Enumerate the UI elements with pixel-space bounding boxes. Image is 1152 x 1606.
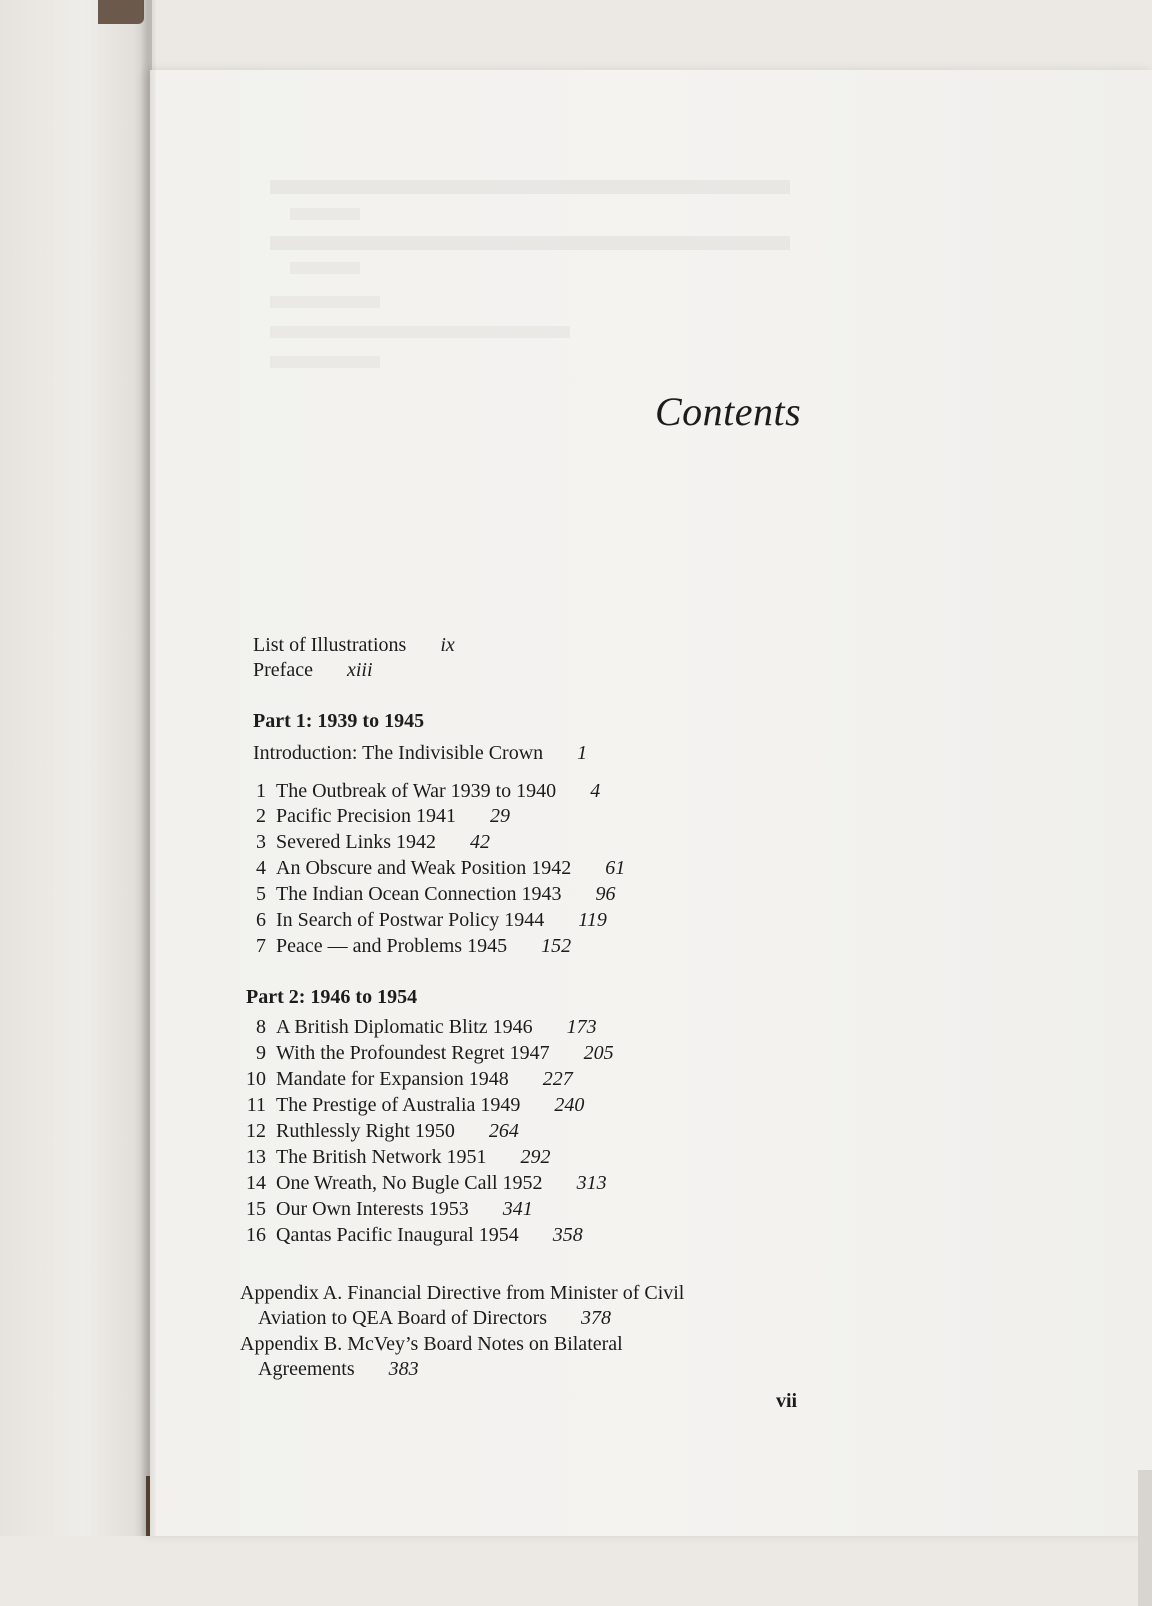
chapter-entry xyxy=(242,1014,597,1040)
entry-label: Peace — and Problems 1945 xyxy=(276,935,508,957)
entry-page: 227 xyxy=(542,1068,573,1090)
part-heading: Part 2: 1946 to 1954 xyxy=(246,986,418,1008)
chapter-number: 9 xyxy=(256,1042,266,1064)
chapter-number: 5 xyxy=(256,883,266,905)
chapter-entry xyxy=(242,778,600,804)
entry-page: 341 xyxy=(502,1198,533,1220)
toc-entry xyxy=(253,740,587,766)
entry-page: 264 xyxy=(488,1120,519,1142)
entry-page: 4 xyxy=(590,780,601,802)
chapter-number: 12 xyxy=(246,1120,266,1142)
appendix-entry-continued xyxy=(258,1356,419,1382)
entry-page: 152 xyxy=(541,935,572,957)
entry-page: 1 xyxy=(577,742,588,764)
chapter-entry xyxy=(242,1170,607,1196)
appendix-entry xyxy=(240,1280,684,1306)
entry-label: Preface xyxy=(253,659,313,681)
entry-page: 119 xyxy=(578,909,607,931)
chapter-number: 8 xyxy=(256,1016,266,1038)
entry-label: List of Illustrations xyxy=(253,634,407,656)
entry-label: With the Profoundest Regret 1947 xyxy=(276,1042,550,1064)
entry-page: 173 xyxy=(566,1016,597,1038)
chapter-number: 16 xyxy=(246,1224,266,1246)
entry-page: 292 xyxy=(520,1146,551,1168)
chapter-number: 10 xyxy=(246,1068,266,1090)
entry-label: An Obscure and Weak Position 1942 xyxy=(276,857,572,879)
entry-label: One Wreath, No Bugle Call 1952 xyxy=(276,1172,543,1194)
entry-label: The British Network 1951 xyxy=(276,1146,487,1168)
entry-label: Agreements xyxy=(258,1358,355,1380)
toc-entry xyxy=(253,657,373,683)
toc-entry xyxy=(253,632,455,658)
entry-page: 358 xyxy=(552,1224,583,1246)
entry-label: Pacific Precision 1941 xyxy=(276,805,456,827)
entry-label: Introduction: The Indivisible Crown xyxy=(253,742,544,764)
chapter-entry xyxy=(242,881,615,907)
chapter-number: 7 xyxy=(256,935,266,957)
entry-page: 313 xyxy=(576,1172,607,1194)
chapter-entry xyxy=(242,1196,533,1222)
page-number: vii xyxy=(776,1390,798,1412)
entry-label: Appendix B. McVey’s Board Notes on Bilateral xyxy=(240,1333,623,1355)
entry-page: 240 xyxy=(554,1094,585,1116)
chapter-number: 13 xyxy=(246,1146,266,1168)
chapter-entry xyxy=(242,1092,584,1118)
entry-label: The Outbreak of War 1939 to 1940 xyxy=(276,780,557,802)
entry-page: 205 xyxy=(583,1042,614,1064)
chapter-number: 15 xyxy=(246,1198,266,1220)
chapter-number: 14 xyxy=(246,1172,266,1194)
chapter-entry xyxy=(242,1066,573,1092)
entry-label: The Indian Ocean Connection 1943 xyxy=(276,883,562,905)
chapter-entry xyxy=(242,907,607,933)
chapter-number: 1 xyxy=(256,780,266,802)
entry-page: 42 xyxy=(469,831,490,853)
chapter-entry xyxy=(242,1040,614,1066)
chapter-entry xyxy=(242,1118,519,1144)
chapter-entry xyxy=(242,933,571,959)
entry-label: Our Own Interests 1953 xyxy=(276,1198,469,1220)
entry-page: xiii xyxy=(346,659,373,681)
chapter-number: 6 xyxy=(256,909,266,931)
appendix-entry-continued xyxy=(258,1305,611,1331)
chapter-number: 11 xyxy=(246,1094,266,1116)
chapter-entry xyxy=(242,829,490,855)
entry-page: 378 xyxy=(581,1307,612,1329)
entry-page: ix xyxy=(440,634,455,656)
appendix-entry xyxy=(240,1331,623,1357)
chapter-number: 3 xyxy=(256,831,266,853)
chapter-number: 2 xyxy=(256,805,266,827)
entry-page: 61 xyxy=(605,857,626,879)
chapter-entry xyxy=(242,1144,551,1170)
entry-label: The Prestige of Australia 1949 xyxy=(276,1094,521,1116)
entry-page: 383 xyxy=(388,1358,419,1380)
entry-label: Severed Links 1942 xyxy=(276,831,436,853)
entry-label: Ruthlessly Right 1950 xyxy=(276,1120,455,1142)
chapter-number: 4 xyxy=(256,857,266,879)
entry-page: 96 xyxy=(595,883,616,905)
page-title: Contents xyxy=(655,389,802,434)
entry-label: Mandate for Expansion 1948 xyxy=(276,1068,509,1090)
chapter-entry xyxy=(242,855,625,881)
entry-label: Appendix A. Financial Directive from Minister of Civil xyxy=(240,1282,685,1304)
entry-label: In Search of Postwar Policy 1944 xyxy=(276,909,545,931)
entry-page: 29 xyxy=(489,805,510,827)
entry-label: Qantas Pacific Inaugural 1954 xyxy=(276,1224,519,1246)
entry-label: A British Diplomatic Blitz 1946 xyxy=(276,1016,533,1038)
chapter-entry xyxy=(242,1222,583,1248)
entry-label: Aviation to QEA Board of Directors xyxy=(258,1307,548,1329)
chapter-entry xyxy=(242,803,510,829)
part-heading: Part 1: 1939 to 1945 xyxy=(253,710,425,732)
